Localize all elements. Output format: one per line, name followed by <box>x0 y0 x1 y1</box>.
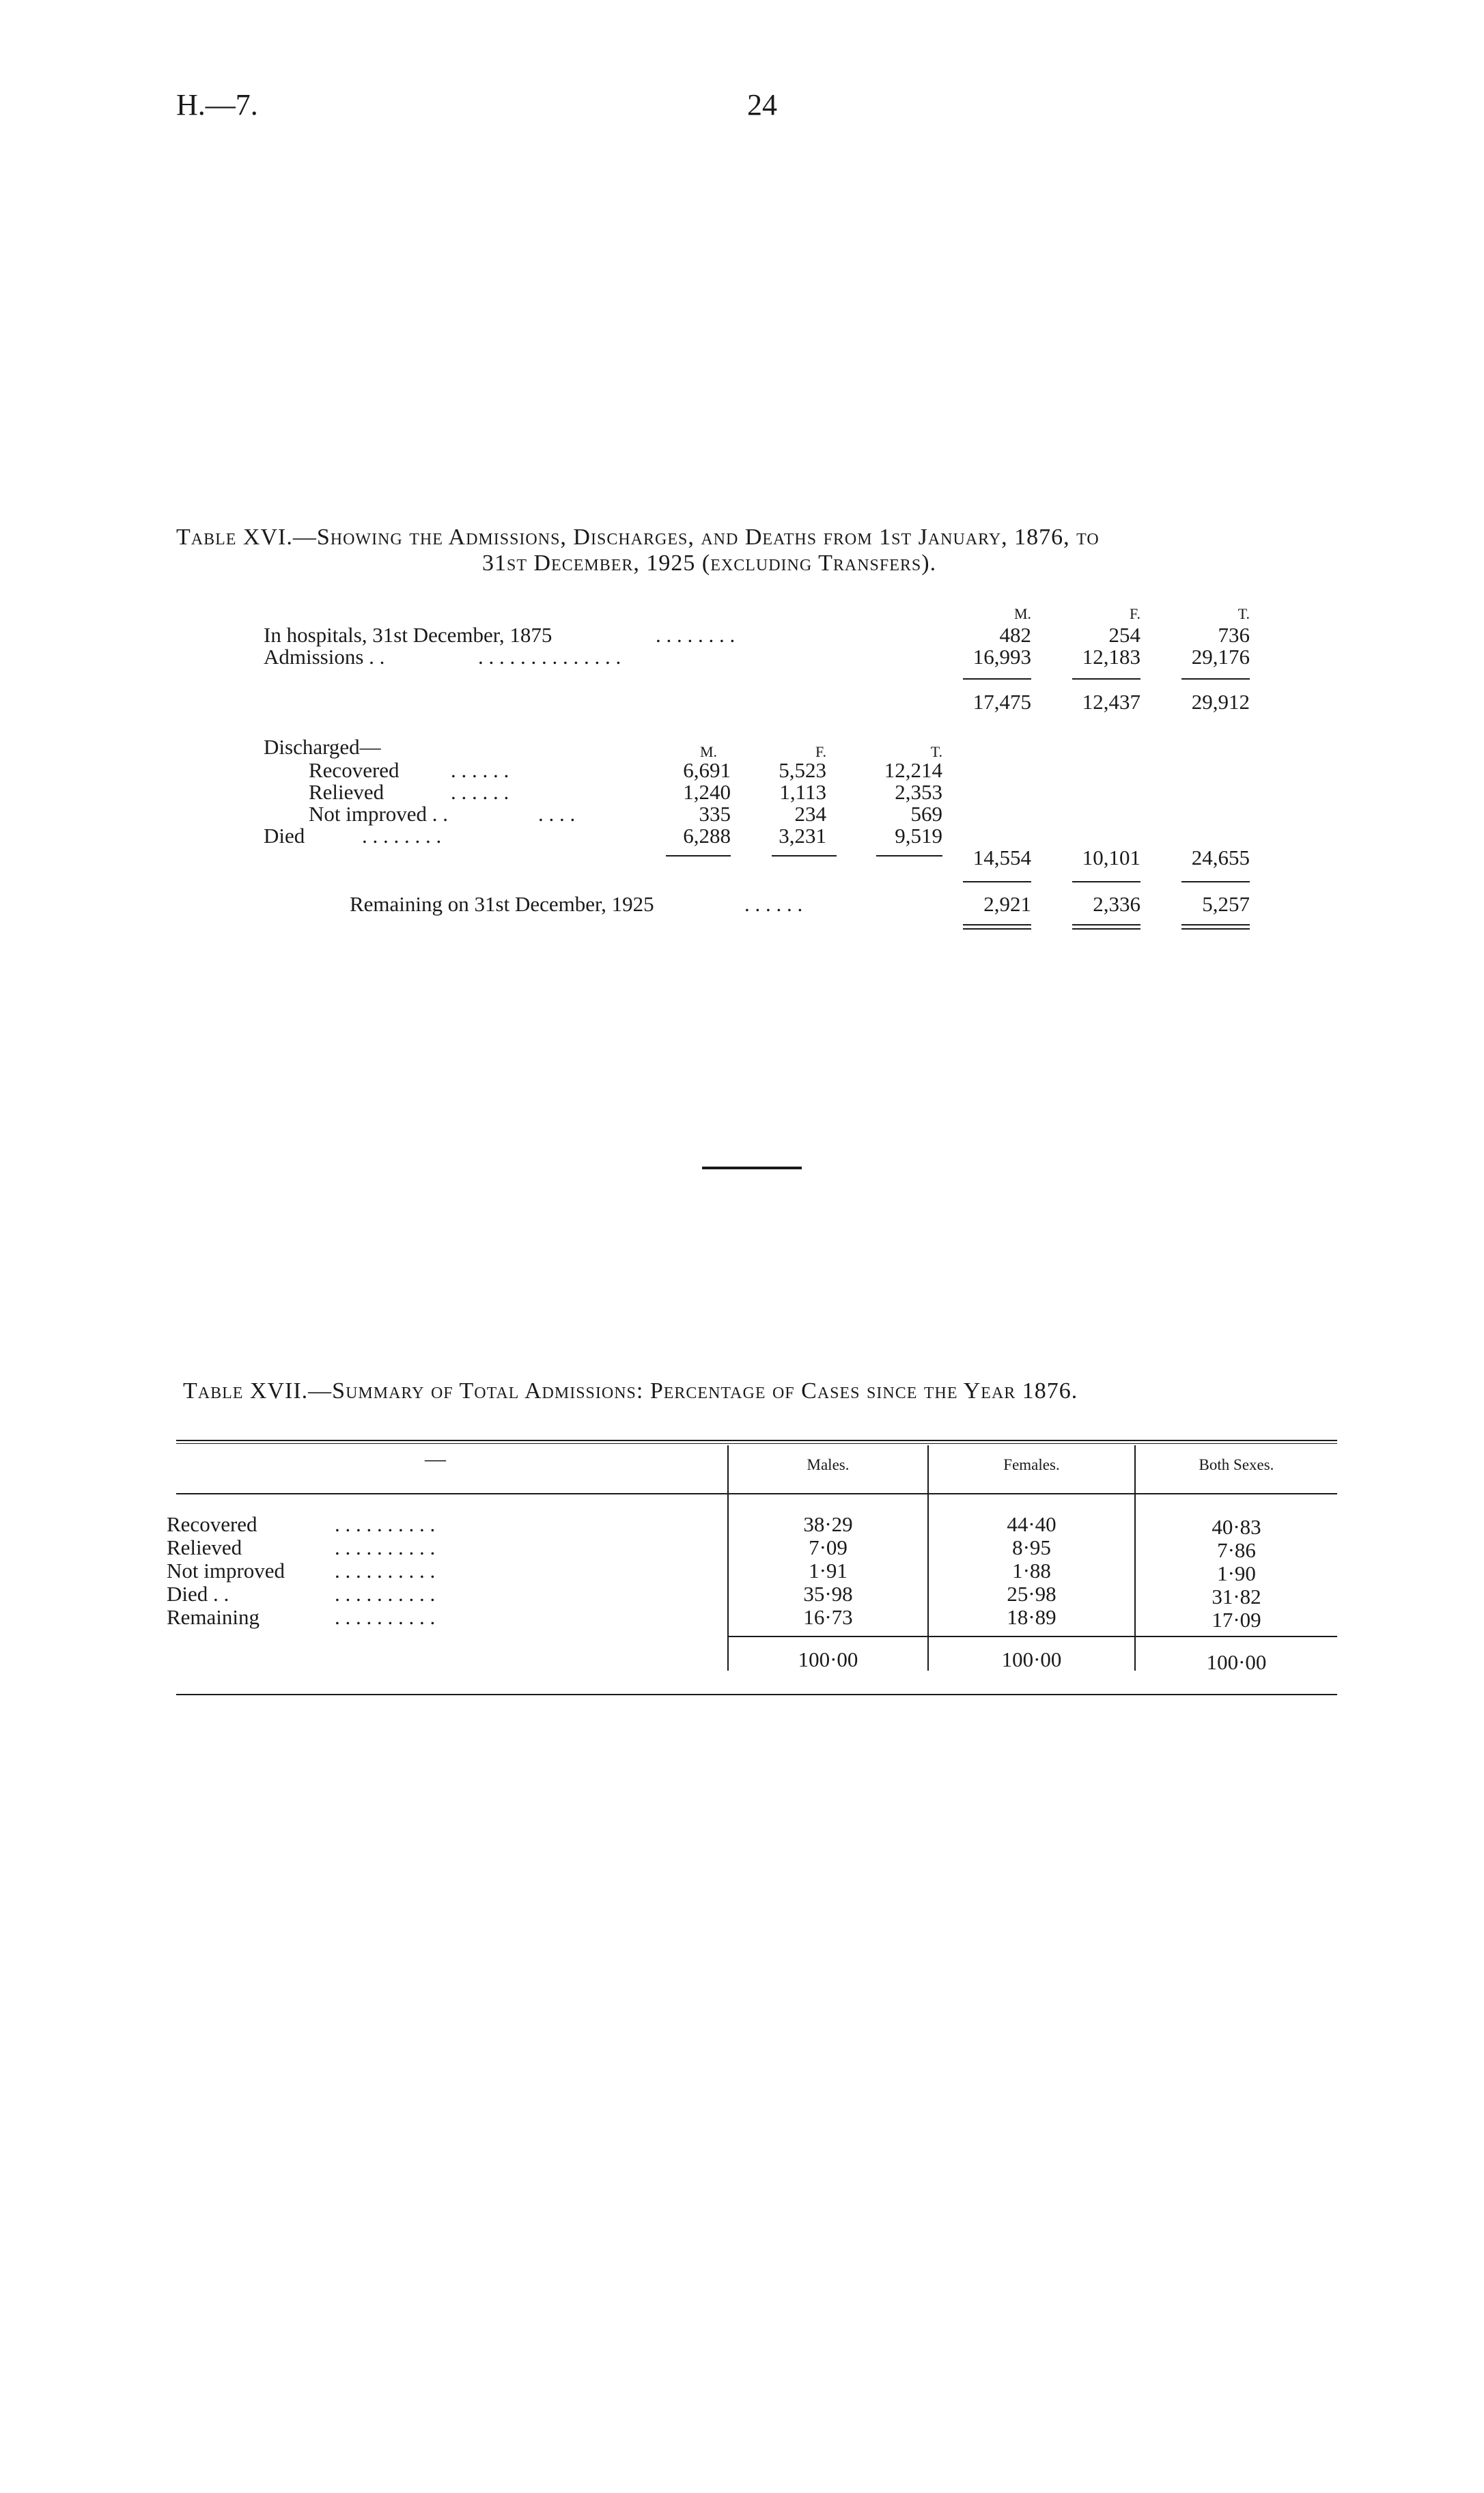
leader-dots: . . . . . . . . . . <box>335 1605 436 1629</box>
double-rule <box>963 924 1031 925</box>
leader-dots: . . . . . . . . . . <box>335 1535 436 1559</box>
leader-dots: . . . . . . <box>451 758 509 782</box>
row-label: In hospitals, 31st December, 1875 <box>264 623 552 647</box>
value-f: 12,437 <box>1082 690 1140 714</box>
value-m: 335 <box>699 802 731 826</box>
row-label: Remaining <box>167 1605 260 1629</box>
leader-dots: . . . . . . . . . . <box>335 1559 436 1583</box>
page-number: 24 <box>747 88 777 122</box>
value-males: 38·29 <box>803 1512 853 1536</box>
section-separator <box>702 1167 802 1169</box>
col-head-m: M. <box>1013 605 1031 622</box>
value-females: 44·40 <box>1007 1512 1056 1536</box>
stub-head: — <box>425 1447 446 1471</box>
value-m: 6,288 <box>683 824 731 848</box>
value-males: 16·73 <box>803 1605 853 1629</box>
value-t: 9,519 <box>895 824 942 848</box>
value-females: 18·89 <box>1007 1605 1056 1629</box>
row-label: Recovered <box>309 758 400 782</box>
value-f: 3,231 <box>779 824 826 848</box>
total-rule <box>729 1636 1337 1637</box>
value-f: 5,523 <box>779 758 826 782</box>
sum-rule <box>963 881 1031 882</box>
value-females: 8·95 <box>1012 1535 1051 1559</box>
sum-rule <box>963 678 1031 680</box>
sum-rule <box>876 855 942 856</box>
col-head-t: T. <box>1237 605 1250 622</box>
leader-dots: . . . . . . . . <box>362 824 442 848</box>
table-top-rule <box>176 1443 1337 1444</box>
leader-dots: . . . . <box>538 802 576 826</box>
col-head-males: Males. <box>807 1456 850 1473</box>
value-m: 1,240 <box>683 780 731 804</box>
row-label: Relieved <box>309 780 384 804</box>
value-f: 12,183 <box>1082 645 1140 669</box>
leader-dots: . . . . . . . . . . . . . . <box>478 645 621 669</box>
leader-dots: . . . . . . . . <box>656 623 736 647</box>
value-t: 29,176 <box>1191 645 1250 669</box>
sum-rule <box>1072 881 1140 882</box>
value-m: 6,691 <box>683 758 731 782</box>
value-f: 234 <box>794 802 826 826</box>
value-t: 736 <box>1218 623 1250 647</box>
col-head-females: Females. <box>1003 1456 1060 1473</box>
sum-rule <box>1181 881 1250 882</box>
row-label: Not improved . . <box>309 802 449 826</box>
value-males: 1·91 <box>809 1559 848 1583</box>
double-rule <box>1072 928 1140 930</box>
leader-dots: . . . . . . <box>744 892 803 916</box>
leader-dots: . . . . . . . . . . <box>335 1512 436 1536</box>
row-label: Admissions . . <box>264 645 385 669</box>
sub-col-head-t: T. <box>930 743 942 760</box>
value-both: 7·86 <box>1217 1538 1256 1562</box>
value-t: 569 <box>910 802 942 826</box>
sum-rule <box>1181 678 1250 680</box>
col-head-f: F. <box>1130 605 1140 622</box>
row-label: Recovered <box>167 1512 257 1536</box>
value-m: 14,554 <box>972 846 1031 869</box>
value-t: 29,912 <box>1191 690 1250 714</box>
value-males: 7·09 <box>809 1535 848 1559</box>
value-f: 2,336 <box>1093 892 1140 916</box>
value-males: 35·98 <box>803 1582 853 1606</box>
value-both: 40·83 <box>1212 1515 1261 1539</box>
double-rule <box>1072 924 1140 925</box>
double-rule <box>1181 928 1250 930</box>
value-both: 31·82 <box>1212 1585 1261 1608</box>
row-label: Not improved <box>167 1559 285 1583</box>
value-t: 12,214 <box>884 758 942 782</box>
table-bottom-rule <box>176 1694 1337 1695</box>
total-males: 100·00 <box>798 1647 858 1671</box>
value-both: 1·90 <box>1217 1561 1256 1585</box>
col-head-both: Both Sexes. <box>1199 1456 1274 1473</box>
total-both: 100·00 <box>1206 1650 1267 1674</box>
document-code: H.—7. <box>176 88 258 122</box>
table-xvi-title-line1: Table XVI.—Showing the Admissions, Discharges, and Deaths from 1st January, 1876, to <box>176 525 1100 550</box>
table-top-rule <box>176 1440 1337 1441</box>
row-label: Remaining on 31st December, 1925 <box>350 892 654 916</box>
leader-dots: . . . . . . <box>451 780 509 804</box>
double-rule <box>1181 924 1250 925</box>
sub-col-head-m: M. <box>699 743 717 760</box>
sub-col-head-f: F. <box>815 743 826 760</box>
value-m: 17,475 <box>972 690 1031 714</box>
total-females: 100·00 <box>1001 1647 1062 1671</box>
value-f: 1,113 <box>779 780 826 804</box>
value-t: 24,655 <box>1191 846 1250 869</box>
sum-rule <box>1072 678 1140 680</box>
value-m: 2,921 <box>983 892 1031 916</box>
discharged-heading: Discharged— <box>264 735 381 759</box>
header-rule <box>176 1493 1337 1494</box>
leader-dots: . . . . . . . . . . <box>335 1582 436 1606</box>
table-xvi-title-line2: 31st December, 1925 (excluding Transfers). <box>482 551 937 576</box>
value-t: 5,257 <box>1202 892 1250 916</box>
sum-rule <box>666 855 731 856</box>
double-rule <box>963 928 1031 930</box>
sum-rule <box>772 855 837 856</box>
row-label: Died <box>264 824 305 848</box>
value-m: 16,993 <box>972 645 1031 669</box>
value-females: 1·88 <box>1012 1559 1051 1583</box>
row-label: Died . . <box>167 1582 229 1606</box>
value-m: 482 <box>999 623 1031 647</box>
value-females: 25·98 <box>1007 1582 1056 1606</box>
row-label: Relieved <box>167 1535 242 1559</box>
table-xvii-title: Table XVII.—Summary of Total Admissions: Percentage of Cases since the Year 1876. <box>183 1378 1078 1404</box>
value-f: 254 <box>1108 623 1140 647</box>
value-both: 17·09 <box>1212 1608 1261 1632</box>
value-f: 10,101 <box>1082 846 1140 869</box>
value-t: 2,353 <box>895 780 942 804</box>
